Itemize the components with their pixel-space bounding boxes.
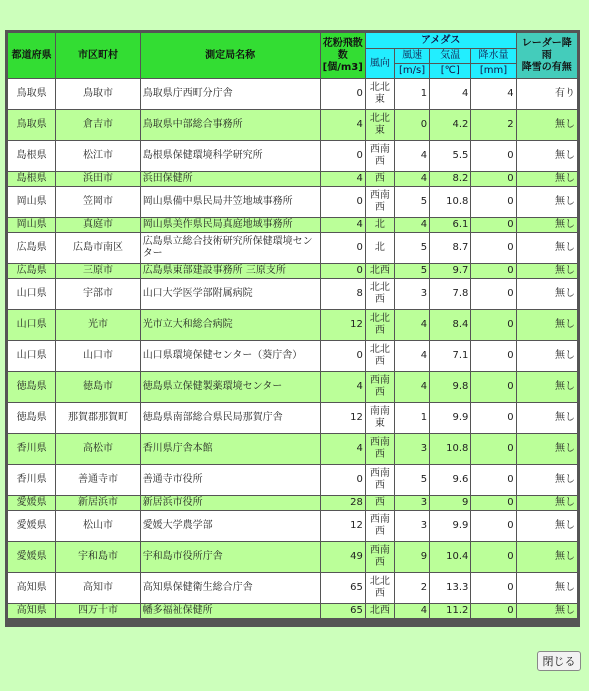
wind-direction-cell: 北西 — [366, 264, 394, 278]
radar-cell: 無し — [517, 110, 577, 140]
station-cell: 鳥取県中部総合事務所 — [141, 110, 320, 140]
precipitation-cell: 0 — [471, 465, 515, 495]
header-pollen — [321, 33, 365, 78]
wind-speed-cell: 3 — [395, 511, 429, 541]
prefecture-cell: 山口県 — [8, 310, 55, 340]
city-cell: 徳島市 — [56, 372, 139, 402]
temperature-cell: 8.7 — [430, 233, 470, 263]
header-city: 市区町村 — [56, 33, 139, 78]
radar-cell: 無し — [517, 604, 577, 618]
wind-direction-cell: 南南東 — [366, 403, 394, 433]
wind-speed-cell: 9 — [395, 542, 429, 572]
radar-cell: 無し — [517, 264, 577, 278]
pollen-count-cell: 8 — [321, 279, 365, 309]
radar-cell: 無し — [517, 279, 577, 309]
radar-cell: 無し — [517, 310, 577, 340]
temperature-cell: 10.8 — [430, 187, 470, 217]
temperature-cell: 6.1 — [430, 218, 470, 232]
wind-speed-cell: 1 — [395, 403, 429, 433]
header-radar — [517, 33, 577, 78]
temperature-cell: 9.6 — [430, 465, 470, 495]
station-cell: 島根県保健環境科学研究所 — [141, 141, 320, 171]
temperature-cell: 11.2 — [430, 604, 470, 618]
station-cell: 鳥取県庁西町分庁舎 — [141, 79, 320, 109]
pollen-count-cell: 28 — [321, 496, 365, 510]
radar-cell: 無し — [517, 187, 577, 217]
header-amedas: アメダス — [366, 33, 516, 48]
wind-speed-cell: 3 — [395, 434, 429, 464]
header-temperature-unit: [℃] — [430, 64, 470, 78]
wind-direction-cell: 西 — [366, 496, 394, 510]
prefecture-cell: 島根県 — [8, 172, 55, 186]
city-cell: 高知市 — [56, 573, 139, 603]
table-row — [8, 542, 577, 572]
header-pollen-unit: [個/m3] — [322, 61, 363, 73]
wind-direction-cell: 西南西 — [366, 542, 394, 572]
wind-speed-cell: 4 — [395, 172, 429, 186]
wind-speed-cell: 5 — [395, 187, 429, 217]
station-cell: 宇和島市役所庁舎 — [141, 542, 320, 572]
precipitation-cell: 0 — [471, 604, 515, 618]
radar-cell: 無し — [517, 341, 577, 371]
station-cell: 光市立大和総合病院 — [141, 310, 320, 340]
pollen-count-cell: 65 — [321, 573, 365, 603]
city-cell: 鳥取市 — [56, 79, 139, 109]
temperature-cell: 8.2 — [430, 172, 470, 186]
header-temperature: 気温 — [430, 49, 470, 63]
header-precipitation: 降水量 — [471, 49, 515, 63]
wind-speed-cell: 5 — [395, 233, 429, 263]
radar-cell: 有り — [517, 79, 577, 109]
wind-speed-cell: 4 — [395, 310, 429, 340]
pollen-count-cell: 0 — [321, 187, 365, 217]
station-cell: 高知県保健衛生総合庁舎 — [141, 573, 320, 603]
header-wind-speed-unit: [m/s] — [395, 64, 429, 78]
prefecture-cell: 岡山県 — [8, 218, 55, 232]
wind-direction-cell: 西南西 — [366, 465, 394, 495]
temperature-cell: 9.9 — [430, 403, 470, 433]
prefecture-cell: 高知県 — [8, 604, 55, 618]
pollen-count-cell: 0 — [321, 465, 365, 495]
radar-cell: 無し — [517, 233, 577, 263]
station-cell: 香川県庁舎本館 — [141, 434, 320, 464]
table-row — [8, 233, 577, 263]
prefecture-cell: 愛媛県 — [8, 496, 55, 510]
pollen-count-cell: 4 — [321, 218, 365, 232]
precipitation-cell: 0 — [471, 218, 515, 232]
wind-direction-cell: 北北西 — [366, 310, 394, 340]
precipitation-cell: 0 — [471, 372, 515, 402]
radar-cell: 無し — [517, 141, 577, 171]
city-cell: 倉吉市 — [56, 110, 139, 140]
precipitation-cell: 0 — [471, 172, 515, 186]
precipitation-cell: 0 — [471, 341, 515, 371]
precipitation-cell: 0 — [471, 542, 515, 572]
pollen-count-cell: 12 — [321, 511, 365, 541]
pollen-count-cell: 4 — [321, 434, 365, 464]
wind-direction-cell: 西 — [366, 172, 394, 186]
wind-direction-cell: 北北東 — [366, 110, 394, 140]
radar-cell: 無し — [517, 465, 577, 495]
header-wind-direction: 風向 — [366, 49, 394, 78]
wind-speed-cell: 3 — [395, 496, 429, 510]
wind-direction-cell: 北西 — [366, 604, 394, 618]
temperature-cell: 5.5 — [430, 141, 470, 171]
table-row — [8, 434, 577, 464]
header-radar-label: レーダー降雨 — [521, 37, 572, 61]
header-pollen-label: 花粉飛散数 — [322, 37, 363, 61]
city-cell: 松山市 — [56, 511, 139, 541]
header-radar-label-2: 降雪の有無 — [521, 61, 572, 73]
table-body — [8, 79, 577, 618]
station-cell: 徳島県立保健製薬環境センター — [141, 372, 320, 402]
table-row — [8, 172, 577, 186]
table-row — [8, 310, 577, 340]
prefecture-cell: 香川県 — [8, 465, 55, 495]
prefecture-cell: 広島県 — [8, 264, 55, 278]
pollen-data-table — [7, 32, 578, 619]
pollen-count-cell: 4 — [321, 172, 365, 186]
pollen-count-cell: 0 — [321, 341, 365, 371]
station-cell: 幡多福祉保健所 — [141, 604, 320, 618]
station-cell: 愛媛大学農学部 — [141, 511, 320, 541]
pollen-count-cell: 12 — [321, 310, 365, 340]
table-row — [8, 141, 577, 171]
wind-direction-cell: 北北西 — [366, 279, 394, 309]
close-button[interactable]: 閉じる — [537, 651, 581, 671]
prefecture-cell: 愛媛県 — [8, 511, 55, 541]
radar-cell: 無し — [517, 542, 577, 572]
precipitation-cell: 0 — [471, 233, 515, 263]
temperature-cell: 9.9 — [430, 511, 470, 541]
station-cell: 岡山県備中県民局井笠地域事務所 — [141, 187, 320, 217]
temperature-cell: 4.2 — [430, 110, 470, 140]
temperature-cell: 10.8 — [430, 434, 470, 464]
wind-direction-cell: 西南西 — [366, 187, 394, 217]
table-row — [8, 264, 577, 278]
city-cell: 浜田市 — [56, 172, 139, 186]
radar-cell: 無し — [517, 403, 577, 433]
wind-speed-cell: 5 — [395, 465, 429, 495]
precipitation-cell: 0 — [471, 310, 515, 340]
pollen-count-cell: 65 — [321, 604, 365, 618]
wind-direction-cell: 北北西 — [366, 573, 394, 603]
wind-direction-cell: 西南西 — [366, 141, 394, 171]
city-cell: 新居浜市 — [56, 496, 139, 510]
precipitation-cell: 2 — [471, 110, 515, 140]
city-cell: 那賀郡那賀町 — [56, 403, 139, 433]
prefecture-cell: 徳島県 — [8, 403, 55, 433]
wind-direction-cell: 北北西 — [366, 341, 394, 371]
precipitation-cell: 0 — [471, 434, 515, 464]
precipitation-cell: 0 — [471, 403, 515, 433]
table-row — [8, 110, 577, 140]
table-row — [8, 573, 577, 603]
precipitation-cell: 0 — [471, 141, 515, 171]
city-cell: 高松市 — [56, 434, 139, 464]
wind-speed-cell: 4 — [395, 341, 429, 371]
table-row — [8, 511, 577, 541]
station-cell: 広島県東部建設事務所 三原支所 — [141, 264, 320, 278]
temperature-cell: 9.7 — [430, 264, 470, 278]
table-row — [8, 279, 577, 309]
pollen-count-cell: 4 — [321, 372, 365, 402]
radar-cell: 無し — [517, 511, 577, 541]
city-cell: 松江市 — [56, 141, 139, 171]
city-cell: 真庭市 — [56, 218, 139, 232]
header-wind-speed: 風速 — [395, 49, 429, 63]
station-cell: 広島県立総合技術研究所保健環境センター — [141, 233, 320, 263]
wind-speed-cell: 4 — [395, 141, 429, 171]
prefecture-cell: 鳥取県 — [8, 110, 55, 140]
wind-direction-cell: 西南西 — [366, 434, 394, 464]
header-station: 測定局名称 — [141, 33, 320, 78]
wind-direction-cell: 西南西 — [366, 372, 394, 402]
radar-cell: 無し — [517, 573, 577, 603]
temperature-cell: 9.8 — [430, 372, 470, 402]
pollen-count-cell: 0 — [321, 233, 365, 263]
prefecture-cell: 山口県 — [8, 279, 55, 309]
station-cell: 浜田保健所 — [141, 172, 320, 186]
station-cell: 徳島県南部総合県民局那賀庁舎 — [141, 403, 320, 433]
temperature-cell: 7.1 — [430, 341, 470, 371]
prefecture-cell: 鳥取県 — [8, 79, 55, 109]
temperature-cell: 4 — [430, 79, 470, 109]
wind-speed-cell: 3 — [395, 279, 429, 309]
station-cell: 善通寺市役所 — [141, 465, 320, 495]
table-row — [8, 372, 577, 402]
precipitation-cell: 0 — [471, 573, 515, 603]
precipitation-cell: 0 — [471, 511, 515, 541]
prefecture-cell: 山口県 — [8, 341, 55, 371]
wind-speed-cell: 5 — [395, 264, 429, 278]
pollen-count-cell: 0 — [321, 264, 365, 278]
prefecture-cell: 愛媛県 — [8, 542, 55, 572]
wind-speed-cell: 1 — [395, 79, 429, 109]
city-cell: 善通寺市 — [56, 465, 139, 495]
table-row — [8, 403, 577, 433]
temperature-cell: 7.8 — [430, 279, 470, 309]
precipitation-cell: 0 — [471, 279, 515, 309]
station-cell: 岡山県美作県民局真庭地域事務所 — [141, 218, 320, 232]
radar-cell: 無し — [517, 496, 577, 510]
wind-speed-cell: 4 — [395, 372, 429, 402]
table-row — [8, 341, 577, 371]
temperature-cell: 10.4 — [430, 542, 470, 572]
radar-cell: 無し — [517, 172, 577, 186]
table-row — [8, 79, 577, 109]
wind-direction-cell: 北 — [366, 233, 394, 263]
city-cell: 光市 — [56, 310, 139, 340]
prefecture-cell: 広島県 — [8, 233, 55, 263]
prefecture-cell: 岡山県 — [8, 187, 55, 217]
temperature-cell: 13.3 — [430, 573, 470, 603]
header-prefecture: 都道府県 — [8, 33, 55, 78]
precipitation-cell: 4 — [471, 79, 515, 109]
city-cell: 山口市 — [56, 341, 139, 371]
header-precipitation-unit: [mm] — [471, 64, 515, 78]
wind-speed-cell: 4 — [395, 604, 429, 618]
pollen-data-table-container — [5, 30, 580, 627]
wind-speed-cell: 2 — [395, 573, 429, 603]
prefecture-cell: 高知県 — [8, 573, 55, 603]
radar-cell: 無し — [517, 218, 577, 232]
table-row — [8, 496, 577, 510]
city-cell: 宇和島市 — [56, 542, 139, 572]
station-cell: 山口県環境保健センター（葵庁舎） — [141, 341, 320, 371]
pollen-count-cell: 0 — [321, 141, 365, 171]
wind-direction-cell: 北 — [366, 218, 394, 232]
city-cell: 三原市 — [56, 264, 139, 278]
wind-direction-cell: 北北東 — [366, 79, 394, 109]
city-cell: 四万十市 — [56, 604, 139, 618]
table-row — [8, 604, 577, 618]
precipitation-cell: 0 — [471, 264, 515, 278]
precipitation-cell: 0 — [471, 496, 515, 510]
city-cell: 笠岡市 — [56, 187, 139, 217]
station-cell: 新居浜市役所 — [141, 496, 320, 510]
prefecture-cell: 島根県 — [8, 141, 55, 171]
prefecture-cell: 徳島県 — [8, 372, 55, 402]
temperature-cell: 9 — [430, 496, 470, 510]
radar-cell: 無し — [517, 372, 577, 402]
wind-direction-cell: 西南西 — [366, 511, 394, 541]
wind-speed-cell: 4 — [395, 218, 429, 232]
table-row — [8, 218, 577, 232]
temperature-cell: 8.4 — [430, 310, 470, 340]
wind-speed-cell: 0 — [395, 110, 429, 140]
station-cell: 山口大学医学部附属病院 — [141, 279, 320, 309]
city-cell: 宇部市 — [56, 279, 139, 309]
city-cell: 広島市南区 — [56, 233, 139, 263]
pollen-count-cell: 12 — [321, 403, 365, 433]
precipitation-cell: 0 — [471, 187, 515, 217]
pollen-count-cell: 4 — [321, 110, 365, 140]
table-row — [8, 465, 577, 495]
prefecture-cell: 香川県 — [8, 434, 55, 464]
radar-cell: 無し — [517, 434, 577, 464]
pollen-count-cell: 0 — [321, 79, 365, 109]
pollen-count-cell: 49 — [321, 542, 365, 572]
table-row — [8, 187, 577, 217]
